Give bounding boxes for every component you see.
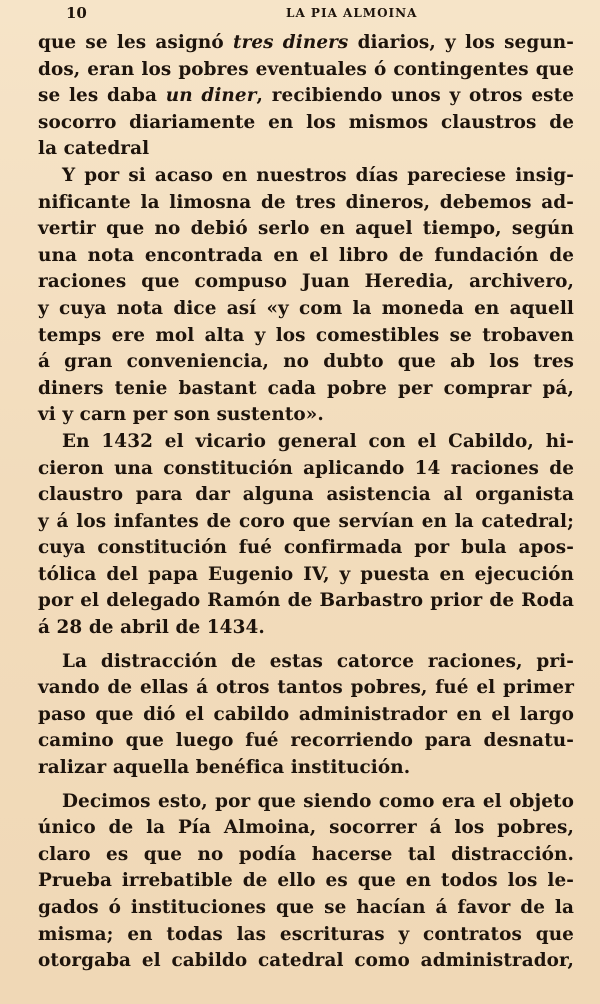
text-line: ralizar aquella benéfica institución. bbox=[38, 757, 411, 779]
text-line: raciones que compuso Juan Heredia, archivero, bbox=[38, 271, 574, 293]
text-line: y cuya nota dice así «y com la moneda en aquell bbox=[38, 297, 574, 319]
text-line: claustro para dar alguna asistencia al organista bbox=[38, 484, 574, 506]
italic-term: un diner bbox=[165, 85, 257, 107]
text-line: que se les asignó tres diners diarios, y los segun- bbox=[38, 32, 574, 53]
page-header bbox=[38, 4, 562, 28]
paragraph bbox=[38, 649, 574, 782]
text-line: cieron una constitución aplicando 14 raciones de bbox=[38, 457, 574, 479]
text-line: Prueba irrebatible de ello es que en todos los le- bbox=[38, 870, 574, 892]
text-line: una nota encontrada en el libro de fundación de bbox=[38, 244, 574, 266]
text-line: dos, eran los pobres eventuales ó contingentes que bbox=[38, 58, 574, 80]
text-line: se les daba un diner, recibiendo unos y otros este bbox=[38, 85, 574, 107]
body-text bbox=[38, 30, 574, 975]
text-line: gados ó instituciones que se hacían á favor de la bbox=[38, 897, 574, 918]
text-line: paso que dió el cabildo administrador en el largo bbox=[38, 703, 574, 725]
running-title: LA PIA ALMOINA bbox=[286, 6, 418, 20]
text-line: misma; en todas las escrituras y contratos que bbox=[38, 923, 574, 945]
text-line: la catedral bbox=[38, 138, 150, 160]
paragraph bbox=[38, 789, 574, 975]
text-line: vando de ellas á otros tantos pobres, fué el primer bbox=[38, 677, 574, 699]
text-line: nificante la limosna de tres dineros, debemos ad- bbox=[38, 191, 574, 213]
paragraph bbox=[38, 429, 574, 642]
paragraph bbox=[38, 163, 574, 429]
text-line: Y por si acaso en nuestros días pareciese insig- bbox=[62, 164, 574, 186]
text-line: En 1432 el vicario general con el Cabildo, hi- bbox=[62, 430, 574, 452]
text-line: Decimos esto, por que siendo como era el objeto bbox=[62, 790, 574, 812]
text-line: por el delegado Ramón de Barbastro prior de Roda bbox=[38, 590, 574, 612]
text-line: tólica del papa Eugenio IV, y puesta en ejecución bbox=[38, 563, 574, 585]
text-line: diners tenie bastant cada pobre per comprar pá, bbox=[38, 377, 574, 399]
text-line: á 28 de abril de 1434. bbox=[38, 617, 265, 639]
text-line: otorgaba el cabildo catedral como administrador, bbox=[38, 950, 574, 972]
text-line: vertir que no debió serlo en aquel tiempo, según bbox=[38, 218, 574, 240]
text-line: La distracción de estas catorce raciones, pri- bbox=[62, 650, 574, 672]
text-line: temps ere mol alta y los comestibles se trobaven bbox=[38, 324, 574, 346]
italic-term: tres diners bbox=[232, 32, 349, 53]
text-line: á gran conveniencia, no dubto que ab los tres bbox=[38, 351, 574, 373]
text-line: vi y carn per son sustento». bbox=[38, 404, 324, 426]
text-line: cuya constitución fué confirmada por bula apos- bbox=[38, 537, 574, 559]
text-line: y á los infantes de coro que servían en la catedral; bbox=[38, 510, 574, 532]
paragraph bbox=[38, 30, 574, 163]
text-line: camino que luego fué recorriendo para desnatu- bbox=[38, 730, 574, 752]
text-line: claro es que no podía hacerse tal distracción. bbox=[38, 843, 574, 865]
text-line: único de la Pía Almoina, socorrer á los pobres, bbox=[38, 817, 574, 839]
text-line: socorro diariamente en los mismos claustros de bbox=[38, 111, 574, 133]
page-number: 10 bbox=[66, 4, 87, 22]
